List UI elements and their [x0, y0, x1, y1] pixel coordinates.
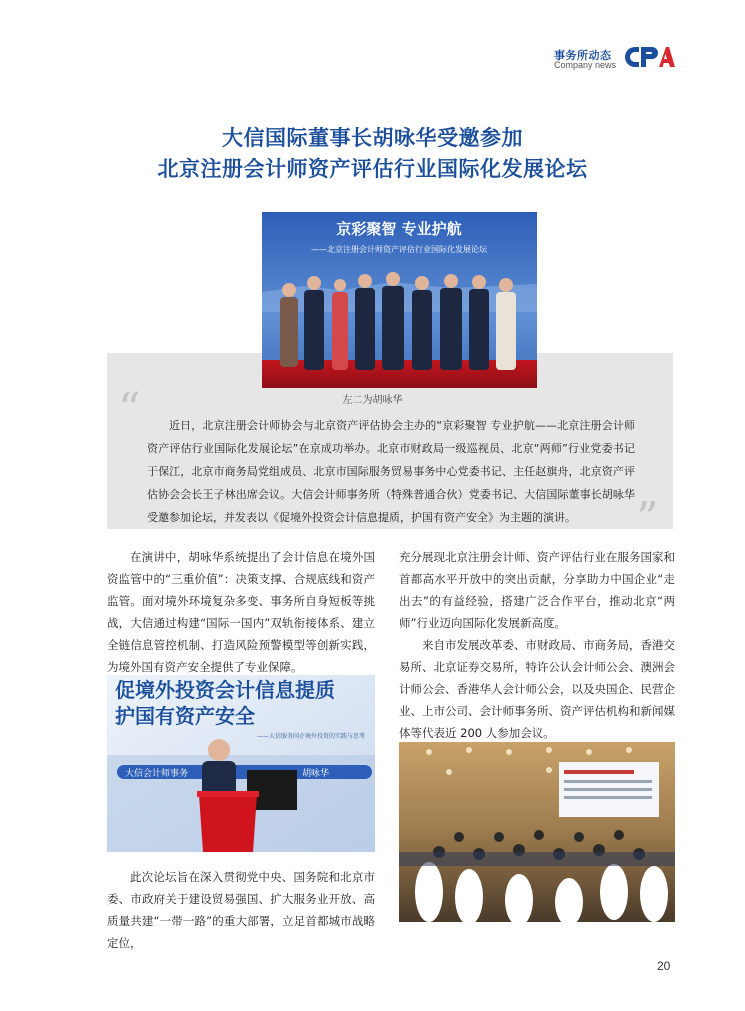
- slide-subtitle: ——大信服务国企境外投资的实践与思考: [257, 733, 366, 740]
- speech-photo: [107, 675, 375, 852]
- quote-text: [147, 414, 635, 529]
- photo1-caption: 左二为胡咏华: [342, 395, 403, 406]
- left-column-top: [107, 546, 375, 678]
- right-column: [399, 546, 675, 744]
- slide-footer-left: 大信会计师事务: [125, 769, 189, 779]
- section-label-cn: 事务所动态: [554, 49, 612, 62]
- slide-title-line1: 促境外投资会计信息提质: [115, 678, 335, 702]
- article-title-line2: 北京注册会计师资产评估行业国际化发展论坛: [157, 157, 588, 181]
- slide-footer-right: 胡咏华: [302, 769, 330, 779]
- group-photo: [262, 212, 537, 388]
- quote-paragraph: 近日，北京注册会计师协会与北京资产评估协会主办的“京彩聚智 专业护航——北京注册会计师资产评估行业国际化发展论坛”在京成功举办。北京市财政局一级巡视员、北京“两师”行业党委书记于保江，北京市商务局党组成员、北京市国际服务贸易事务中心党委书记、主任赵旗舟，北京资产评估协会会长王子林出席会议。大信会计师事务所（特殊普通合伙）党委书记、大信国际董事长胡咏华受邀参加论坛，并发表以《促境外投资会计信息提质，护国有资产安全》为主题的演讲。: [147, 419, 635, 524]
- page-number: 20: [657, 959, 671, 973]
- audience-photo: [399, 742, 675, 922]
- left-column-bottom: [107, 866, 375, 954]
- body-paragraph-1: 在演讲中，胡咏华系统提出了会计信息在境外国资监管中的“三重价值”：决策支撑、合规底线和资产监管。面对境外环境复杂多变、事务所自身短板等挑战，大信通过构建“国际一国内”双轨衔接体系、建立全链信息管控机制、打造风险预警模型等创新实践，为境外国有资产安全提供了专业保障。: [107, 550, 375, 674]
- close-quote-mark: ”: [636, 493, 659, 544]
- body-paragraph-2: 此次论坛旨在深入贯彻党中央、国务院和北京市委、市政府关于建设贸易强国、扩大服务业开放、高质量共建“一带一路”的重大部署，立足首都城市战略定位，: [107, 870, 375, 950]
- body-paragraph-3: 充分展现北京注册会计师、资产评估行业在服务国家和首都高水平开放中的突出贡献，分享助力中国企业“走出去”的有益经验，搭建广泛合作平台，推动北京“两师”行业迈向国际化发展新高度。: [399, 550, 675, 630]
- slide-title-line2: 护国有资产安全: [115, 704, 255, 728]
- article-title-line1: 大信国际董事长胡咏华受邀参加: [222, 126, 523, 150]
- cpa-logo: [623, 44, 675, 70]
- body-paragraph-4: 来自市发展改革委、市财政局、市商务局，香港交易所、北京证券交易所，特许公认会计师公会、澳洲会计师公会、香港华人会计师公会，以及央国企、民营企业、上市公司、会计师事务所、资产评估机构和新闻媒体等代表近 200 人参加会议。: [399, 638, 675, 740]
- photo1-banner-title: 京彩聚智 专业护航: [336, 220, 462, 238]
- section-label-en: Company news: [554, 60, 617, 70]
- open-quote-mark: “: [118, 384, 141, 435]
- photo1-banner-subtitle: ——北京注册会计师资产评估行业国际化发展论坛: [311, 245, 487, 254]
